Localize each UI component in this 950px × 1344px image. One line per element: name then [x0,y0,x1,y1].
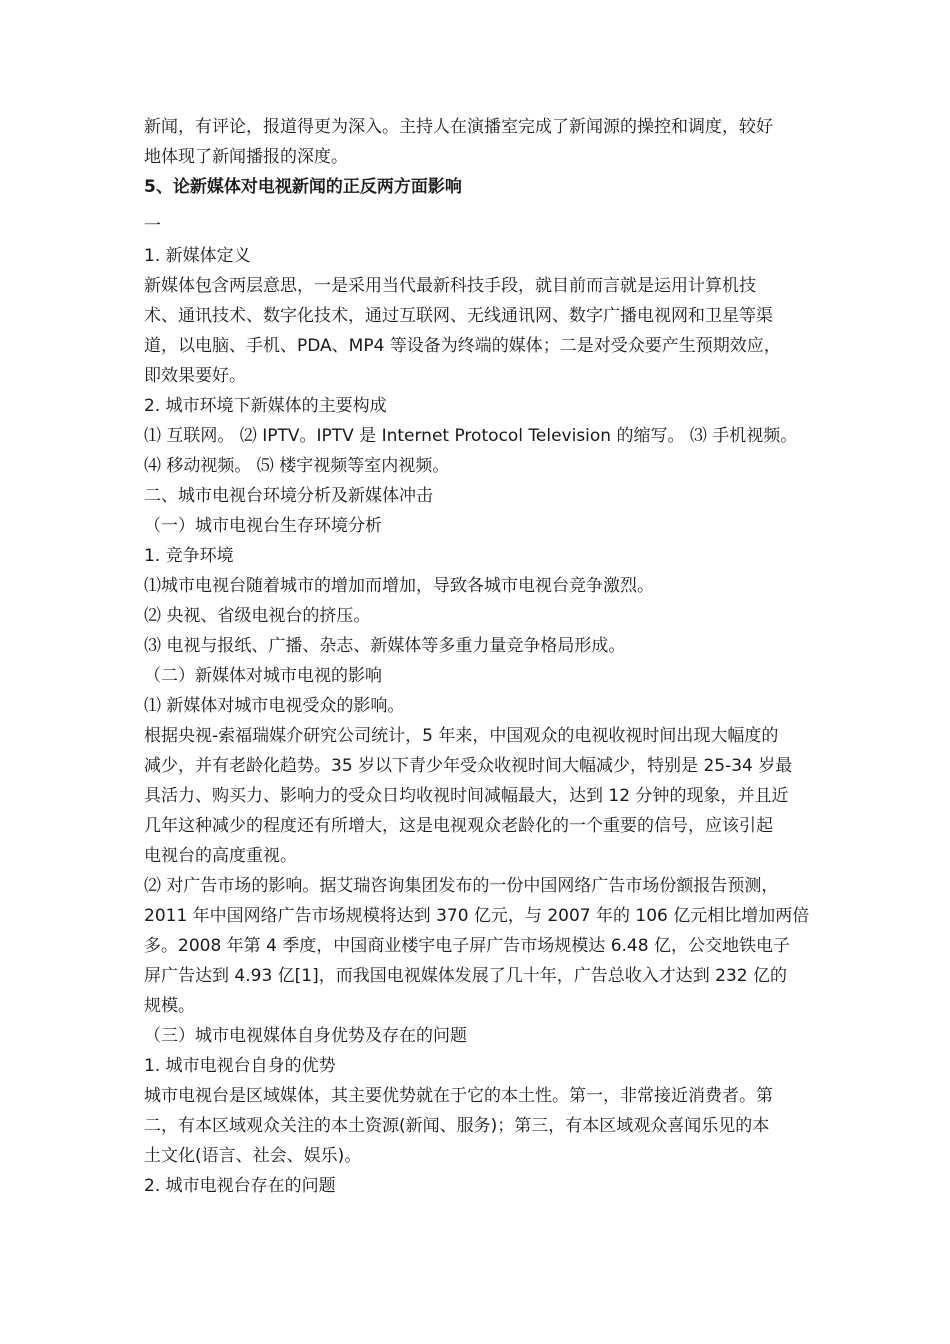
section-number-one: 一 [144,216,161,236]
subheading-advantages: 1. 城市电视台自身的优势 [144,1056,336,1076]
paragraph-line: 术、通讯技术、数字化技术，通过互联网、无线通讯网、数字广播电视网和卫星等渠 [144,306,773,326]
paragraph-line: 2011 年中国网络广告市场规模将达到 370 亿元，与 2007 年的 106 亿元相比增加两倍 [144,906,810,926]
subheading-competition: 1. 竞争环境 [144,546,234,566]
paragraph-line: 新媒体包含两层意思，一是采用当代最新科技手段，就目前而言就是运用计算机技 [144,276,756,296]
paragraph-line: ⑵ 对广告市场的影响。据艾瑞咨询集团发布的一份中国网络广告市场份额报告预测， [144,876,779,896]
paragraph-line: 多。2008 年第 4 季度，中国商业楼宇电子屏广告市场规模达 6.48 亿，公交地铁电子 [144,936,790,956]
paragraph-line: 具活力、购买力、影响力的受众日均收视时间减幅最大，达到 12 分钟的现象，并且近 [144,786,789,806]
paragraph-line: 电视台的高度重视。 [144,846,297,866]
paragraph-line: 几年这种减少的程度还有所增大，这是电视观众老龄化的一个重要的信号，应该引起 [144,816,773,836]
paragraph-line: 规模。 [144,996,195,1016]
subsection-heading-2: （二）新媒体对城市电视的影响 [144,666,382,686]
subheading-new-media-definition: 1. 新媒体定义 [144,246,251,266]
section-heading-5: 5、论新媒体对电视新闻的正反两方面影响 [144,177,462,197]
paragraph-line: 减少，并有老龄化趋势。35 岁以下青少年受众收视时间大幅减少，特别是 25-34 岁最 [144,756,793,776]
list-line: ⑴ 新媒体对城市电视受众的影响。 [144,696,405,716]
paragraph-line: 即效果要好。 [144,366,246,386]
list-line: ⑴ 互联网。 ⑵ IPTV。IPTV 是 Internet Protocol Television 的缩写。 ⑶ 手机视频。 [144,426,798,446]
list-line: ⑷ 移动视频。 ⑸ 楼宇视频等室内视频。 [144,456,450,476]
section-heading-two: 二、城市电视台环境分析及新媒体冲击 [144,486,433,506]
subsection-heading-3: （三）城市电视媒体自身优势及存在的问题 [144,1026,467,1046]
paragraph-line: 二，有本区域观众关注的本土资源(新闻、服务)；第三，有本区域观众喜闻乐见的本 [144,1116,770,1136]
subheading-new-media-composition: 2. 城市环境下新媒体的主要构成 [144,396,387,416]
list-line: ⑵ 央视、省级电视台的挤压。 [144,606,371,626]
subheading-problems: 2. 城市电视台存在的问题 [144,1176,336,1196]
paragraph-line: 道，以电脑、手机、PDA、MP4 等设备为终端的媒体；二是对受众要产生预期效应， [144,336,781,356]
document-body [144,112,808,1201]
paragraph-line: 屏广告达到 4.93 亿[1]，而我国电视媒体发展了几十年，广告总收入才达到 232 亿的 [144,966,787,986]
subsection-heading-1: （一）城市电视台生存环境分析 [144,516,382,536]
paragraph-line: 土文化(语言、社会、娱乐)。 [144,1146,362,1166]
paragraph-line: 根据央视-索福瑞媒介研究公司统计，5 年来，中国观众的电视收视时间出现大幅度的 [144,726,779,746]
paragraph-line: 地体现了新闻播报的深度。 [144,147,348,167]
list-line: ⑶ 电视与报纸、广播、杂志、新媒体等多重力量竞争格局形成。 [144,636,626,656]
list-line: ⑴城市电视台随着城市的增加而增加，导致各城市电视台竞争激烈。 [144,576,654,596]
paragraph-line: 城市电视台是区域媒体，其主要优势就在于它的本土性。第一，非常接近消费者。第 [144,1086,773,1106]
paragraph-line: 新闻，有评论，报道得更为深入。主持人在演播室完成了新闻源的操控和调度，较好 [144,117,773,137]
